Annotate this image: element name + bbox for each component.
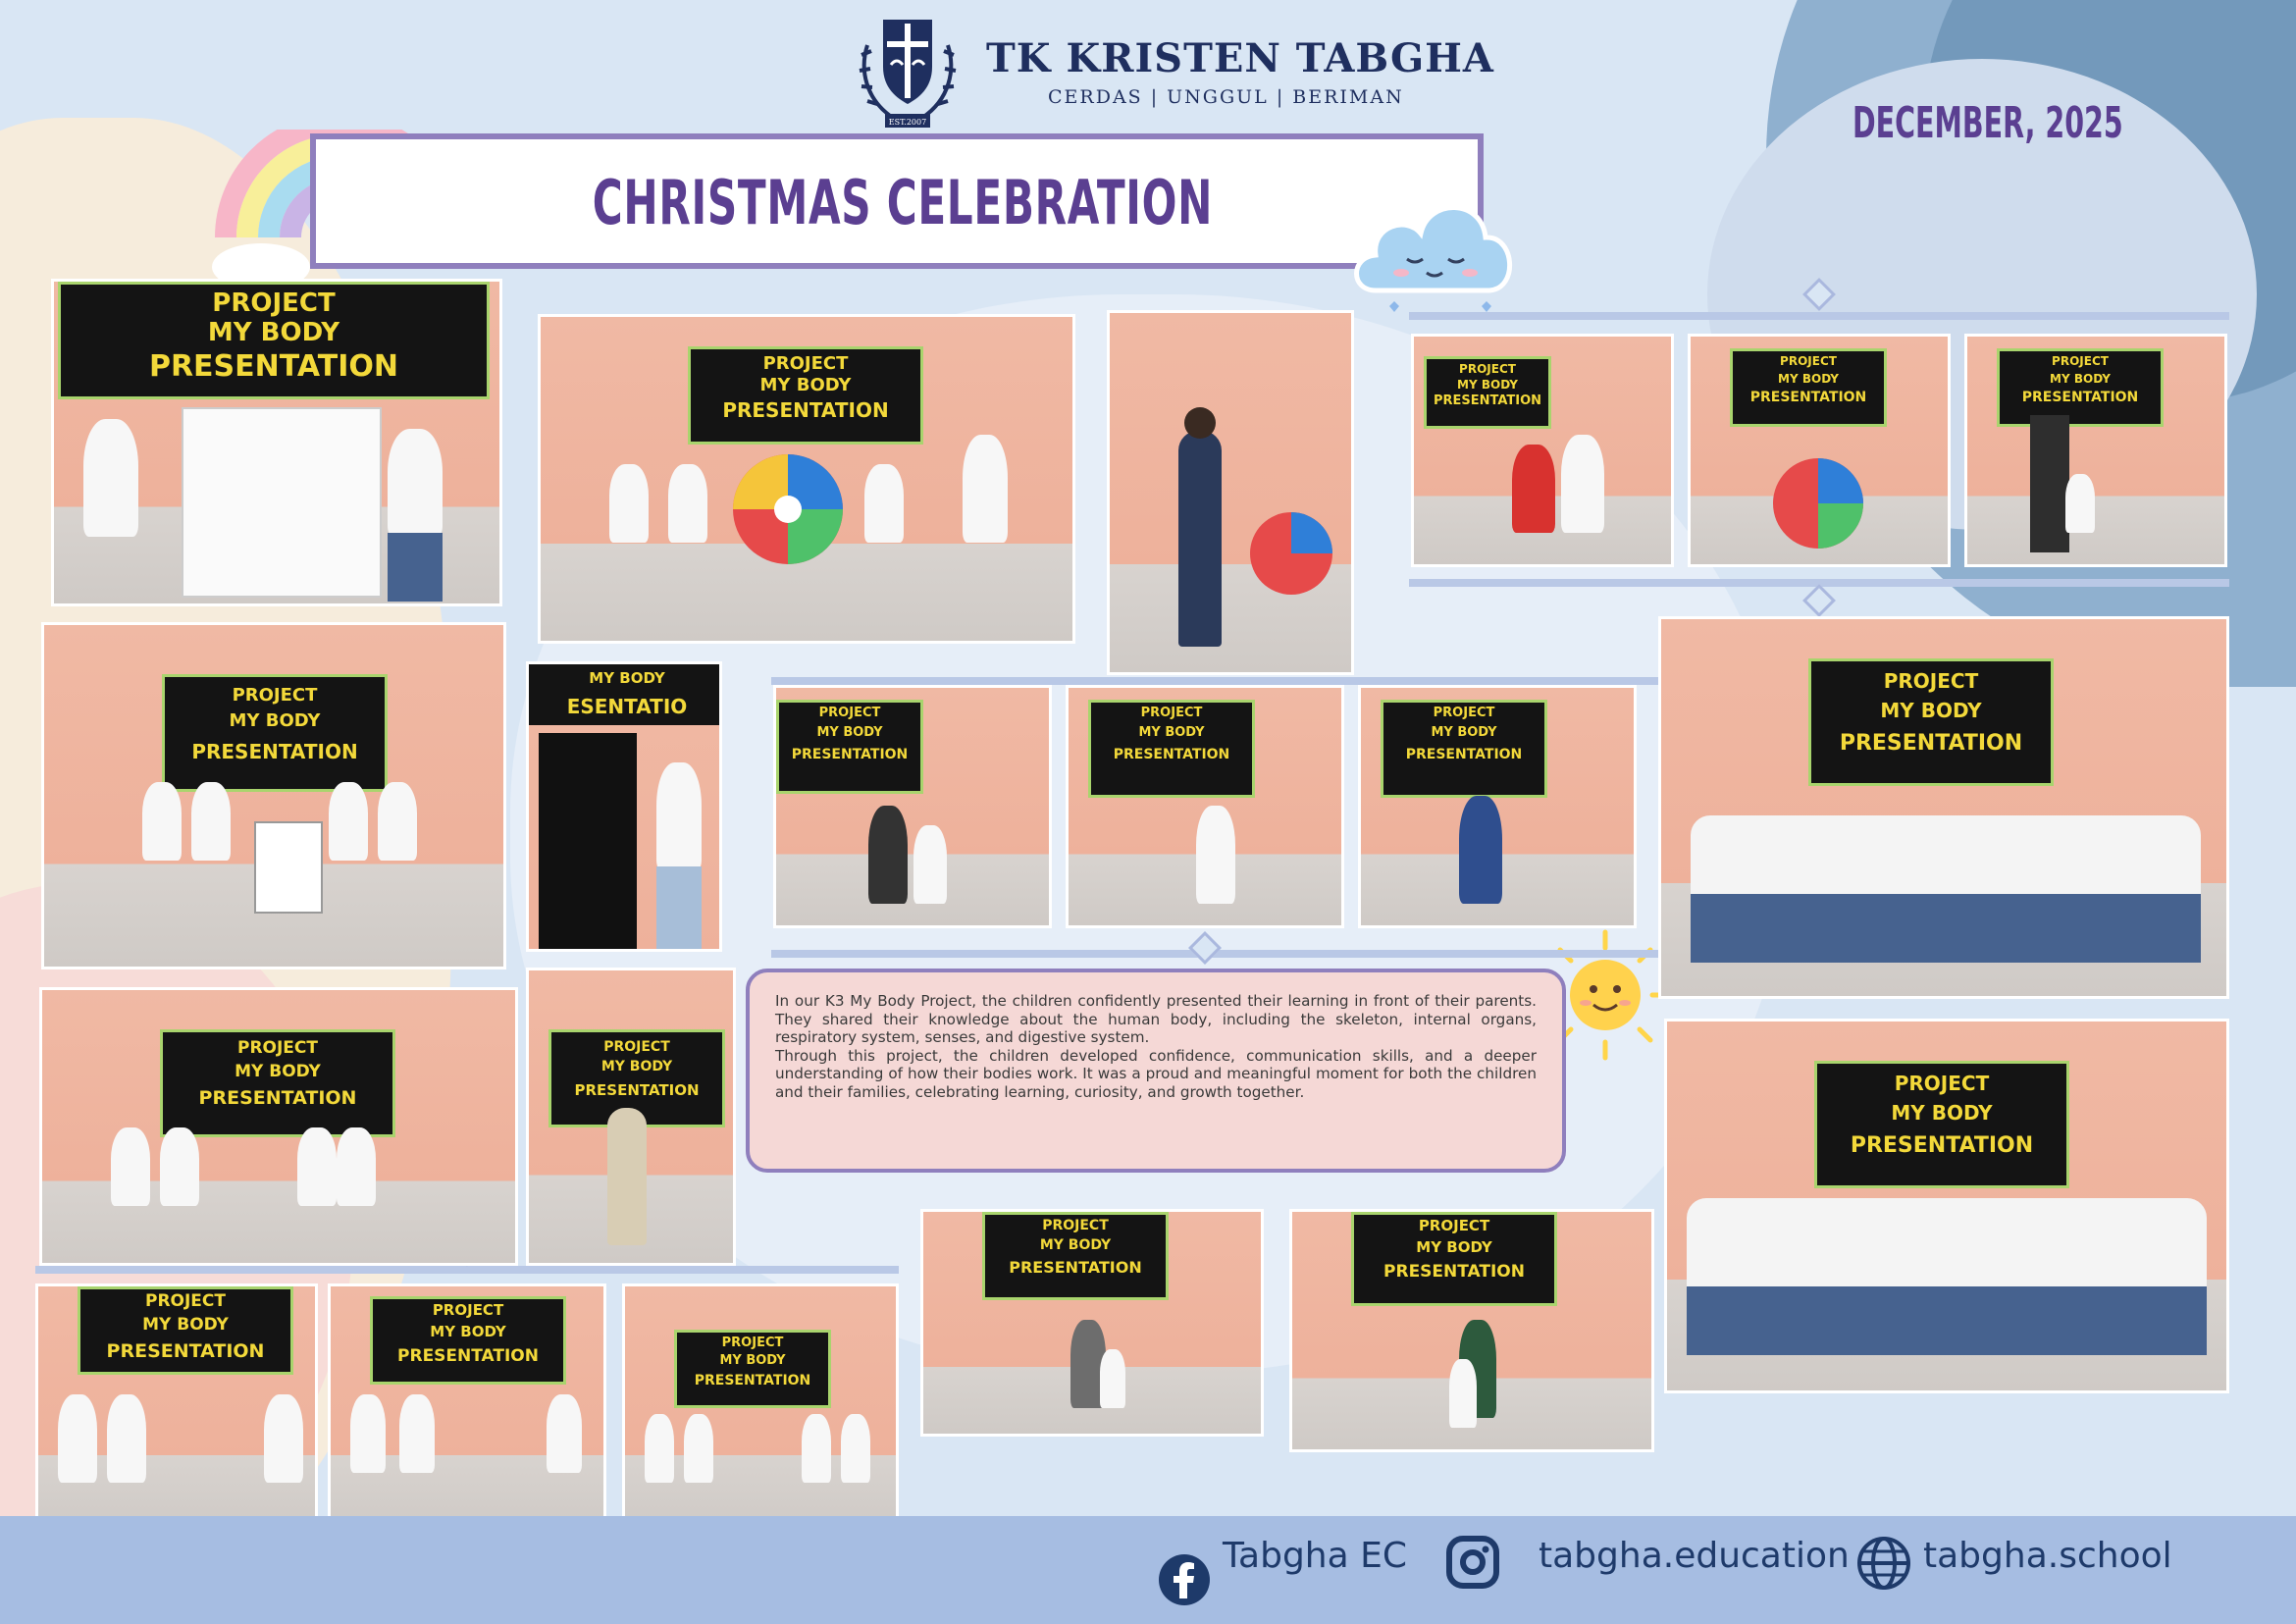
event-photo: PROJECT MY BODY PRESENTATION xyxy=(1664,1019,2229,1393)
event-photo: PROJECT MY BODY PRESENTATION xyxy=(1411,334,1674,567)
title-banner xyxy=(310,133,1484,269)
event-photo: PROJECT MY BODY PRESENTATION xyxy=(39,987,518,1266)
event-photo: PROJECT MY BODY PRESENTATION xyxy=(773,685,1052,928)
globe-icon xyxy=(1856,1536,1911,1591)
school-crest-icon xyxy=(854,16,962,131)
event-photo xyxy=(1107,310,1354,675)
instagram-icon xyxy=(1446,1536,1499,1589)
project-description-box xyxy=(746,969,1566,1173)
school-tagline: CERDAS | UNGGUL | BERIMAN xyxy=(1048,86,1404,108)
timeline-diamond xyxy=(1802,584,1836,617)
timeline-mid-2 xyxy=(771,950,1674,958)
event-photo: PROJECT MY BODY PRESENTATION xyxy=(1964,334,2227,567)
est-label: EST.2007 xyxy=(888,118,927,127)
event-photo: PROJECT MY BODY PRESENTATION xyxy=(51,279,502,606)
website-link[interactable]: tabgha.school xyxy=(1923,1536,2172,1576)
event-photo: PROJECT MY BODY PRESENTATION xyxy=(41,622,506,969)
facebook-icon xyxy=(1158,1553,1211,1606)
event-photo: PROJECT MY BODY PRESENTATION xyxy=(920,1209,1264,1437)
event-photo: PROJECT MY BODY PRESENTATION xyxy=(1289,1209,1654,1452)
footer-bar xyxy=(0,1516,2296,1624)
event-photo: PROJECT MY BODY PRESENTATION xyxy=(1688,334,1951,567)
facebook-handle[interactable]: Tabgha EC xyxy=(1223,1536,1407,1576)
timeline-mid xyxy=(771,677,1674,685)
smiling-cloud-icon xyxy=(1346,173,1523,320)
timeline-top-right xyxy=(1409,312,2229,320)
timeline-bottom-left xyxy=(35,1266,899,1274)
event-photo: PROJECT MY BODY PRESENTATION xyxy=(1658,616,2229,999)
project-description-paragraph: Through this project, the children developed confidence, communication skills, and a deeper understanding of how their bodies work. It was a proud and meaningful moment for both the children and their families, celebrating learning, curiosity, and growth together. xyxy=(775,1046,1537,1101)
event-photo: PROJECT MY BODY PRESENTATION xyxy=(622,1283,899,1531)
page-title: CHRISTMAS CELEBRATION xyxy=(592,167,1214,238)
event-photo: PROJECT MY BODY PRESENTATION xyxy=(328,1283,606,1531)
event-photo: PROJECT MY BODY PRESENTATION xyxy=(1358,685,1637,928)
event-photo: PROJECT MY BODY PRESENTATION xyxy=(35,1283,318,1531)
event-photo: PROJECT MY BODY PRESENTATION xyxy=(538,314,1075,644)
event-photo: PROJECT MY BODY PRESENTATION xyxy=(526,968,736,1266)
event-photo: PROJECT MY BODY PRESENTATION xyxy=(1066,685,1344,928)
event-photo: MY BODY ESENTATIO xyxy=(526,661,722,952)
school-logo xyxy=(854,16,1494,133)
issue-date: DECEMBER, 2025 xyxy=(1852,98,2123,148)
instagram-handle[interactable]: tabgha.education xyxy=(1539,1536,1850,1576)
school-name: TK KRISTEN TABGHA xyxy=(986,35,1494,81)
project-description-paragraph: In our K3 My Body Project, the children confidently presented their learning in front of their parents. They shared their knowledge about the human body, including the skeleton, internal organs, respiratory system, senses, and digestive system. xyxy=(775,992,1537,1047)
